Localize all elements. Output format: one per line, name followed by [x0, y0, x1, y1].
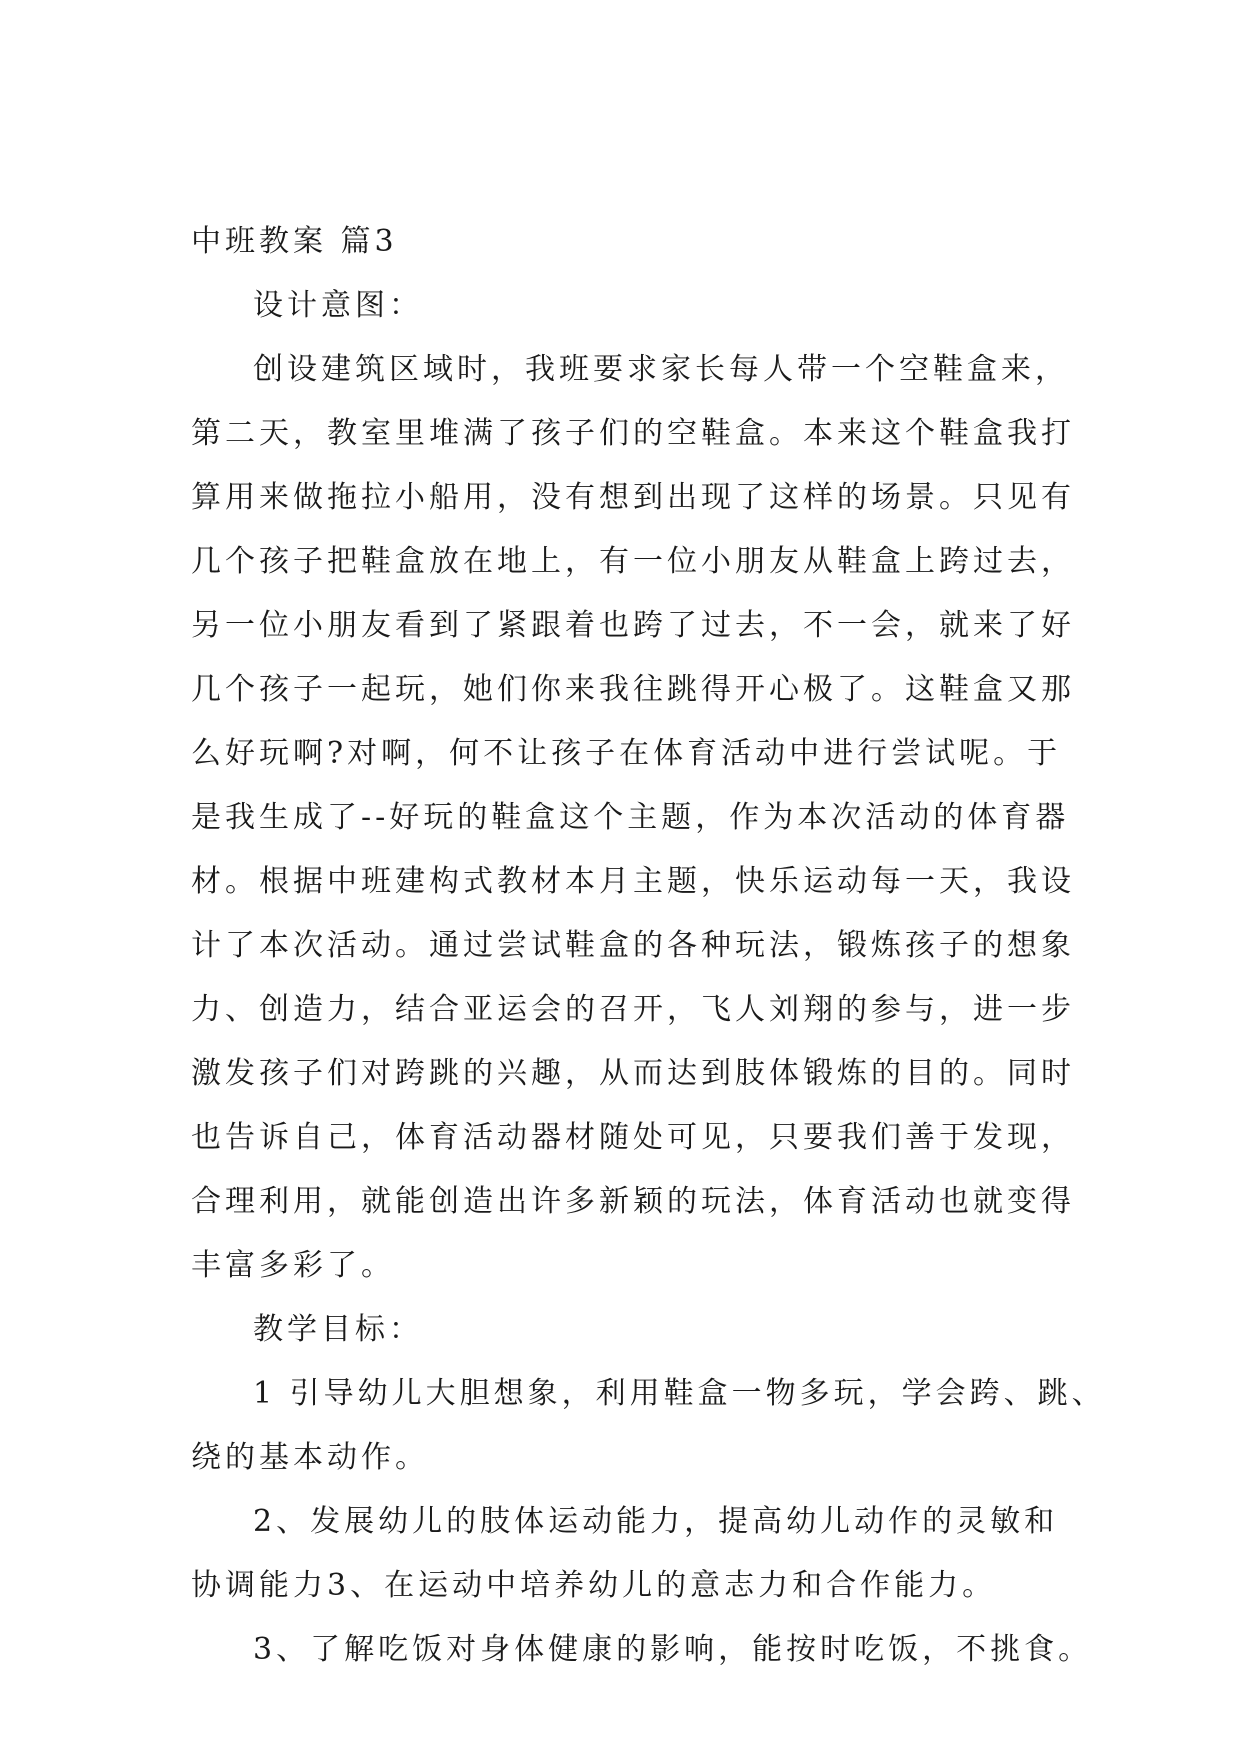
paragraph-line: 么好玩啊?对啊，何不让孩子在体育活动中进行尝试呢。于 [191, 736, 1062, 771]
paragraph-line: 2、发展幼儿的肢体运动能力，提高幼儿动作的灵敏和 [253, 1504, 1059, 1539]
goal-3 [191, 1630, 1093, 1670]
paragraph-line: 绕的基本动作。 [191, 1440, 429, 1475]
paragraph-line: 材。根据中班建构式教材本月主题，快乐运动每一天，我设 [191, 864, 1075, 899]
paragraph-line: 协调能力3、在运动中培养幼儿的意志力和合作能力。 [191, 1568, 997, 1603]
paragraph-line: 算用来做拖拉小船用，没有想到出现了这样的场景。只见有 [191, 480, 1075, 515]
paragraph-line: 几个孩子把鞋盒放在地上，有一位小朋友从鞋盒上跨过去， [191, 544, 1075, 579]
paragraph-line: 另一位小朋友看到了紧跟着也跨了过去，不一会，就来了好 [191, 608, 1075, 643]
paragraph-line: 第二天，教室里堆满了孩子们的空鞋盒。本来这个鞋盒我打 [191, 416, 1075, 451]
document-title: 中班教案 篇3 [191, 224, 398, 259]
paragraph-line: 合理利用，就能创造出许多新颖的玩法，体育活动也就变得 [191, 1184, 1075, 1219]
paragraph-line: 丰富多彩了。 [191, 1248, 395, 1283]
paragraph-line: 力、创造力，结合亚运会的召开，飞人刘翔的参与，进一步 [191, 992, 1075, 1027]
paragraph-line: 激发孩子们对跨跳的兴趣，从而达到肢体锻炼的目的。同时 [191, 1056, 1075, 1091]
design-heading: 设计意图： [253, 288, 423, 323]
goal-1 [191, 1374, 1106, 1478]
goal-2 [191, 1502, 1071, 1606]
paragraph-line: 计了本次活动。通过尝试鞋盒的各种玩法，锻炼孩子的想象 [191, 928, 1075, 963]
paragraph-line: 也告诉自己，体育活动器材随处可见，只要我们善于发现， [191, 1120, 1075, 1155]
paragraph-line: 几个孩子一起玩，她们你来我往跳得开心极了。这鞋盒又那 [191, 672, 1075, 707]
paragraph-line: 是我生成了--好玩的鞋盒这个主题，作为本次活动的体育器 [191, 800, 1070, 835]
paragraph-line: 创设建筑区域时，我班要求家长每人带一个空鞋盒来， [253, 352, 1069, 387]
goals-heading: 教学目标： [253, 1312, 423, 1347]
design-paragraph [191, 350, 1075, 1286]
paragraph-line: 3、了解吃饭对身体健康的影响，能按时吃饭，不挑食。 [253, 1632, 1093, 1667]
document-page [191, 222, 1106, 1694]
paragraph-line: 1 引导幼儿大胆想象，利用鞋盒一物多玩，学会跨、跳、 [253, 1376, 1106, 1411]
